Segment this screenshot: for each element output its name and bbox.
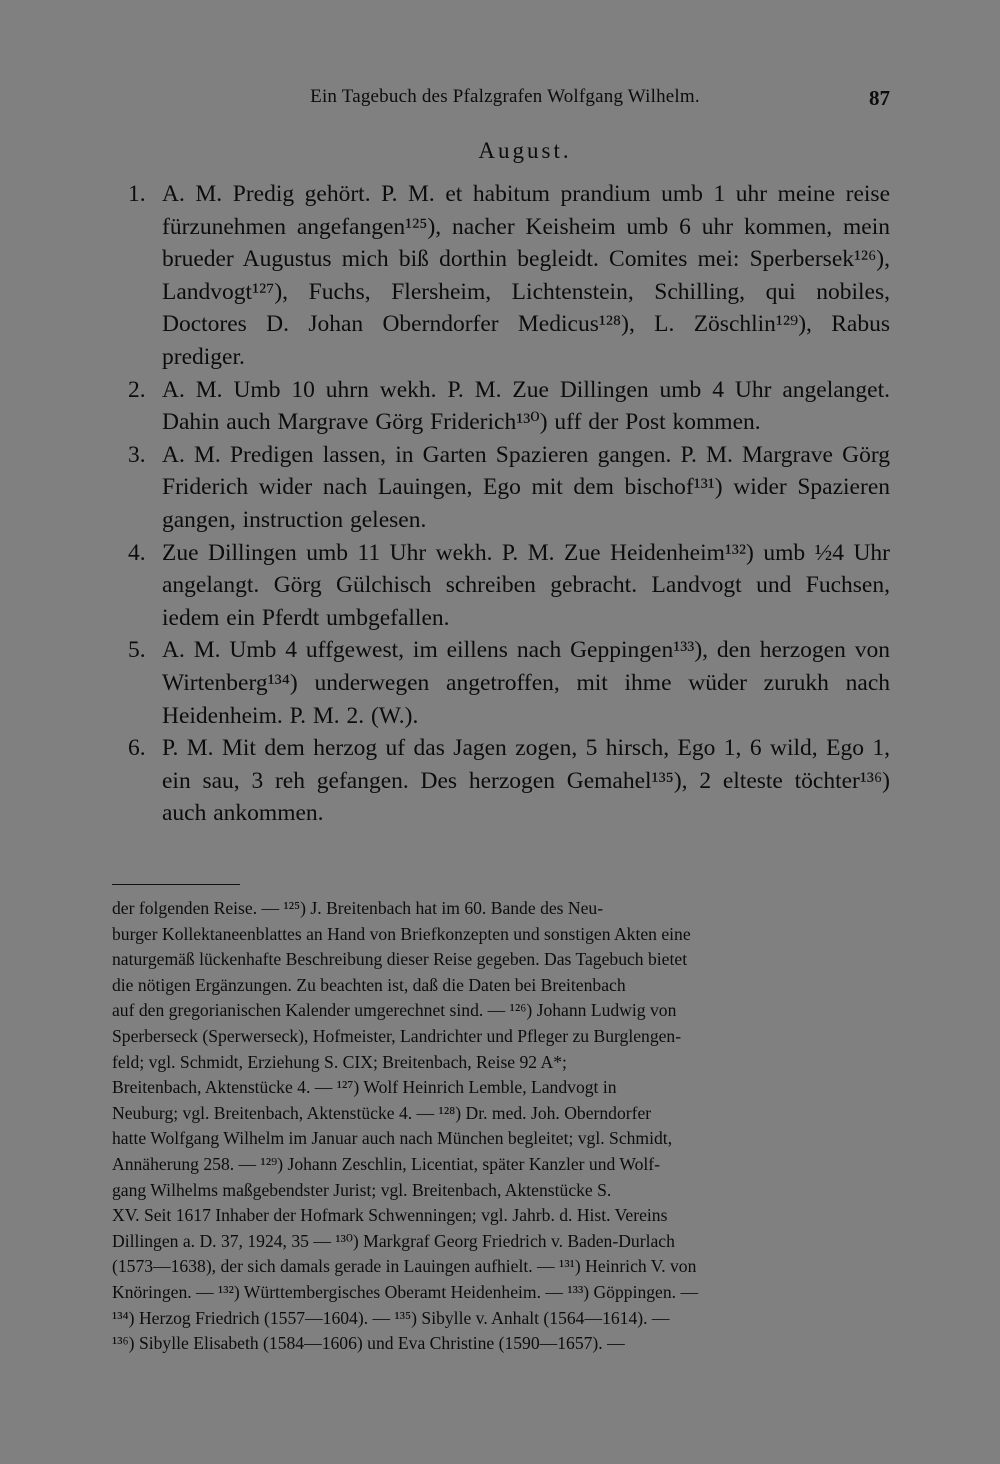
diary-entry xyxy=(128,634,890,732)
footnote-line: ¹³⁶) Sibylle Elisabeth (1584—1606) und Eva Christine (1590—1657). — xyxy=(112,1333,625,1354)
footnote-divider xyxy=(112,884,240,885)
entry-text: Zue Dillingen umb 11 Uhr wekh. P. M. Zue Heidenheim¹³²) umb ½4 Uhr angelangt. Görg Gülchisch schreiben gebracht. Landvogt und Fuchsen, iedem ein Pferdt umbgefallen. xyxy=(162,539,890,631)
entry-number: 1. xyxy=(128,181,146,207)
footnote-line: ¹³⁴) Herzog Friedrich (1557—1604). — ¹³⁵) Sibylle v. Anhalt (1564—1614). — xyxy=(112,1307,670,1328)
footnote-line: feld; vgl. Schmidt, Erziehung S. CIX; Breitenbach, Reise 92 A*; xyxy=(112,1051,567,1072)
footnote-line: die nötigen Ergänzungen. Zu beachten ist, daß die Daten bei Breitenbach xyxy=(112,974,626,995)
footnote-line: Dillingen a. D. 37, 1924, 35 — ¹³⁰) Markgraf Georg Friedrich v. Baden-Durlach xyxy=(112,1230,675,1251)
entry-number: 5. xyxy=(128,637,146,664)
diary-entry xyxy=(128,439,890,537)
entry-text: A. M. Predigen lassen, in Garten Spazieren gangen. P. M. Margrave Görg Friderich wider nach Lauingen, Ego mit dem bischof¹³¹) wider Spazieren gangen, instruction gelesen. xyxy=(162,441,890,533)
entry-number: 4. xyxy=(128,539,146,566)
entry-text: A. M. Predig gehört. P. M. et habitum prandium umb 1 uhr meine reise fürzunehmen angefangen¹²⁵), nacher Keisheim umb 6 uhr kommen, mein brueder Augustus mich biß dorthin begleidt. Comites mei: Sperbersek¹²⁶), Landvogt¹²⁷), Fuchs, Flersheim, Lichtenstein, Schilling, qui nobiles, Doctores D. Johan Oberndorfer Medicus¹²⁸), L. Zöschlin¹²⁹), Rabus prediger. xyxy=(162,181,890,370)
footnote-line: Knöringen. — ¹³²) Württembergisches Oberamt Heidenheim. — ¹³³) Göppingen. — xyxy=(112,1281,699,1302)
footnote-line: der folgenden Reise. — ¹²⁵) J. Breitenbach hat im 60. Bande des Neu- xyxy=(112,898,604,918)
footnote-line: Neuburg; vgl. Breitenbach, Aktenstücke 4. — ¹²⁸) Dr. med. Joh. Oberndorfer xyxy=(112,1102,652,1123)
footnote-line: auf den gregorianischen Kalender umgerechnet sind. — ¹²⁶) Johann Ludwig von xyxy=(112,1000,677,1021)
footnote-line: Annäherung 258. — ¹²⁹) Johann Zeschlin, Licentiat, später Kanzler und Wolf- xyxy=(112,1153,660,1174)
footnote-line: Breitenbach, Aktenstücke 4. — ¹²⁷) Wolf Heinrich Lemble, Landvogt in xyxy=(112,1077,617,1098)
entry-text: P. M. Mit dem herzog uf das Jagen zogen, 5 hirsch, Ego 1, 6 wild, Ego 1, ein sau, 3 reh gefangen. Des herzogen Gemahel¹³⁵), 2 elteste töchter¹³⁶) auch ankommen. xyxy=(162,735,890,827)
footnote-line: Sperberseck (Sperwerseck), Hofmeister, Landrichter und Pfleger zu Burglengen- xyxy=(112,1025,682,1046)
entry-text: A. M. Umb 10 uhrn wekh. P. M. Zue Dillingen umb 4 Uhr angelanget. Dahin auch Margrave Görg Friderich¹³⁰) uff der Post kommen. xyxy=(162,376,890,436)
footnote-line: (1573—1638), der sich damals gerade in Lauingen aufhielt. — ¹³¹) Heinrich V. von xyxy=(112,1256,697,1277)
footnote-line: gang Wilhelms maßgebendster Jurist; vgl. Breitenbach, Aktenstücke S. xyxy=(112,1179,612,1200)
entry-text: A. M. Umb 4 uffgewest, im eillens nach Geppingen¹³³), den herzogen von Wirtenberg¹³⁴) underwegen angetroffen, mit ihme wüder zurukh nach Heidenheim. P. M. 2. (W.). xyxy=(162,637,890,729)
entry-number: 3. xyxy=(128,441,146,468)
footnote-line: naturgemäß lückenhafte Beschreibung dieser Reise gegeben. Das Tagebuch bietet xyxy=(112,949,688,970)
footnote-line: hatte Wolfgang Wilhelm im Januar auch nach München begleitet; vgl. Schmidt, xyxy=(112,1128,673,1149)
running-head-title: Ein Tagebuch des Pfalzgrafen Wolfgang Wilhelm. xyxy=(310,86,700,107)
page-number: 87 xyxy=(869,86,890,110)
running-head xyxy=(160,86,890,114)
diary-entry xyxy=(128,374,890,439)
section-title: August. xyxy=(478,138,572,163)
entry-number: 6. xyxy=(128,735,146,762)
footnote-line: XV. Seit 1617 Inhaber der Hofmark Schwenningen; vgl. Jahrb. d. Hist. Vereins xyxy=(112,1205,668,1226)
footnote-line: burger Kollektaneenblattes an Hand von Briefkonzepten und sonstigen Akten eine xyxy=(112,923,691,944)
entry-number: 2. xyxy=(128,376,146,403)
footnotes xyxy=(112,896,884,1357)
diary-entry xyxy=(128,178,890,374)
diary-entry xyxy=(128,732,890,830)
diary-entry xyxy=(128,537,890,635)
diary-entries xyxy=(128,178,890,830)
